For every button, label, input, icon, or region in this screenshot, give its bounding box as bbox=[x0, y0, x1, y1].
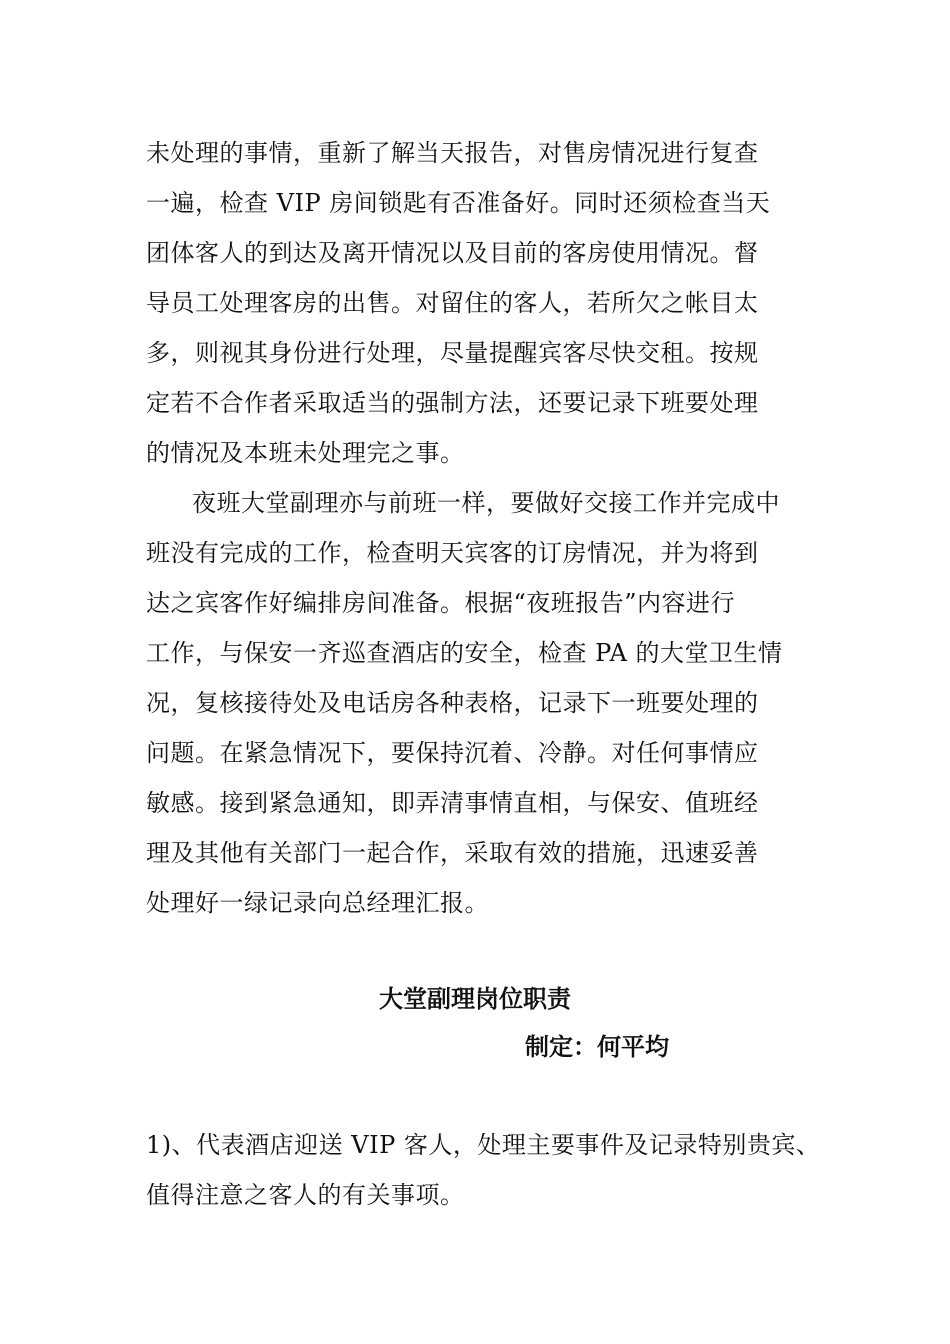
paragraph-night-assistant-manager bbox=[146, 478, 826, 928]
text-line: 的情况及本班未处理完之事。 bbox=[146, 439, 465, 467]
text-line: 夜班大堂副理亦与前班一样，要做好交接工作并完成中 bbox=[192, 489, 780, 517]
section-title: 大堂副理岗位职责 bbox=[379, 985, 571, 1013]
text-line: 况，复核接待处及电话房各种表格，记录下一班要处理的 bbox=[146, 689, 759, 717]
text-line: 多，则视其身份进行处理，尽量提醒宾客尽快交租。按规 bbox=[146, 339, 759, 367]
author-line: 制定：何平均 bbox=[525, 1033, 669, 1061]
text-line: 工作，与保安一齐巡查酒店的安全，检查 PA 的大堂卫生情 bbox=[146, 639, 783, 667]
text-line: 1)、代表酒店迎送 VIP 客人，处理主要事件及记录特别贵宾、 bbox=[146, 1131, 821, 1159]
text-line: 敏感。接到紧急通知，即弄清事情直相，与保安、值班经 bbox=[146, 789, 759, 817]
text-line: 导员工处理客房的出售。对留住的客人，若所欠之帐目太 bbox=[146, 289, 759, 317]
text-line: 值得注意之客人的有关事项。 bbox=[146, 1181, 465, 1209]
text-line: 问题。在紧急情况下，要保持沉着、冷静。对任何事情应 bbox=[146, 739, 759, 767]
text-line: 达之宾客作好编排房间准备。根据“夜班报告”内容进行 bbox=[146, 589, 736, 617]
text-line: 理及其他有关部门一起合作，采取有效的措施，迅速妥善 bbox=[146, 839, 759, 867]
text-line: 定若不合作者采取适当的强制方法，还要记录下班要处理 bbox=[146, 389, 759, 417]
text-line: 班没有完成的工作，检查明天宾客的订房情况，并为将到 bbox=[146, 539, 759, 567]
text-line: 团体客人的到达及离开情况以及目前的客房使用情况。督 bbox=[146, 239, 759, 267]
list-item-1 bbox=[146, 1120, 826, 1220]
text-line: 一遍，检查 VIP 房间锁匙有否准备好。同时还须检查当天 bbox=[146, 189, 771, 217]
text-line: 处理好一绿记录向总经理汇报。 bbox=[146, 889, 489, 917]
text-line: 未处理的事情，重新了解当天报告，对售房情况进行复查 bbox=[146, 139, 759, 167]
paragraph-night-duty-continued bbox=[146, 128, 826, 478]
